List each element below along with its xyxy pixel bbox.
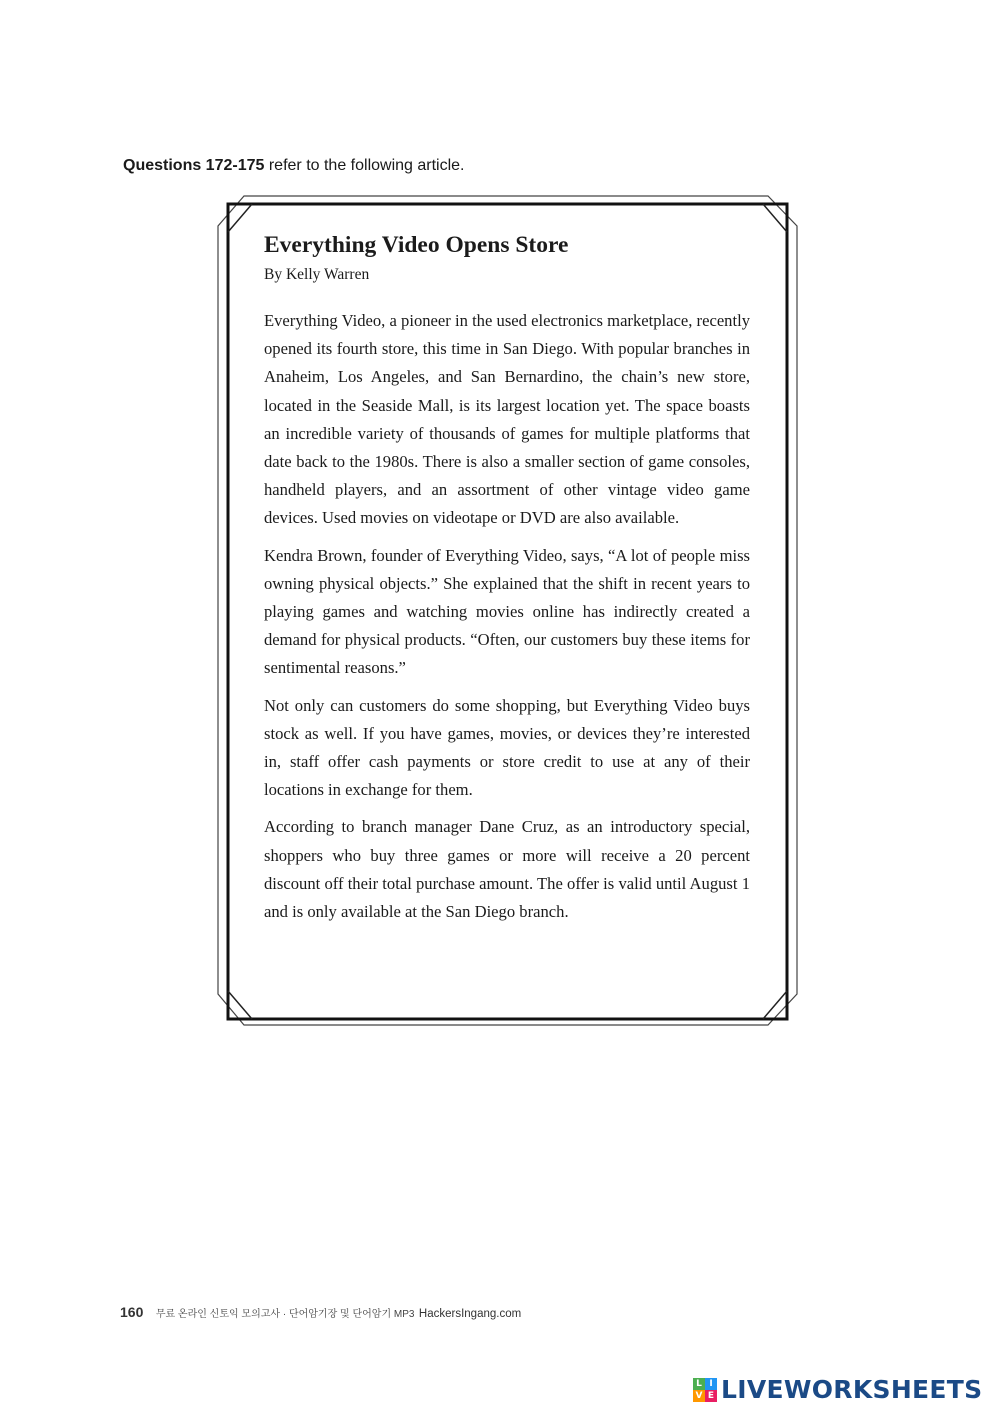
page-footer bbox=[120, 1304, 521, 1322]
footer-text: 무료 온라인 신토익 모의고사 · 단어암기장 및 단어암기 MP3 bbox=[155, 1309, 415, 1320]
questions-range: Questions 172-175 bbox=[123, 157, 265, 174]
footer-site: HackersIngang.com bbox=[418, 1308, 522, 1320]
article bbox=[264, 230, 750, 935]
instruction-text: refer to the following article. bbox=[264, 157, 465, 174]
liveworksheets-logo-icon bbox=[693, 1378, 717, 1402]
logo-letter-l: L bbox=[693, 1378, 705, 1390]
article-paragraph-1: Everything Video, a pioneer in the used electronics marketplace, recently opened its fourth store, this time in San Diego. With popular branches in Anaheim, Los Angeles, and San Bernardino, the chain’s new store, located in the Seaside Mall, is its largest location yet. The space boasts an incredible variety of thousands of games for multiple platforms that date back to the 1980s. There is also a smaller section of game consoles, handheld players, and an assortment of other vintage video game devices. Used movies on videotape or DVD are also available. bbox=[264, 311, 750, 528]
article-paragraph-2: Kendra Brown, founder of Everything Video, says, “A lot of people miss owning physical objects.” She explained that the shift in recent years to playing games and watching movies online has indirectly created a demand for physical products. “Often, our customers buy these items for sentimental reasons.” bbox=[264, 545, 750, 678]
page-number: 160 bbox=[120, 1304, 144, 1320]
liveworksheets-wordmark: LIVEWORKSHEETS bbox=[721, 1375, 983, 1404]
liveworksheets-brand bbox=[693, 1375, 982, 1404]
logo-letter-e: E bbox=[705, 1390, 717, 1402]
article-paragraph-4: According to branch manager Dane Cruz, as an introductory special, shoppers who buy three games or more will receive a 20 percent discount off their total purchase amount. The offer is valid until August 1 and is only available at the San Diego branch. bbox=[264, 817, 750, 922]
logo-letter-i: I bbox=[705, 1378, 717, 1390]
article-paragraph-3: Not only can customers do some shopping, but Everything Video buys stock as well. If you have games, movies, or devices they’re interested in, staff offer cash payments or store credit to use at any of their locations in exchange for them. bbox=[264, 695, 750, 800]
article-headline: Everything Video Opens Store bbox=[264, 232, 569, 258]
article-byline: By Kelly Warren bbox=[264, 266, 370, 283]
logo-letter-v: V bbox=[693, 1390, 705, 1402]
